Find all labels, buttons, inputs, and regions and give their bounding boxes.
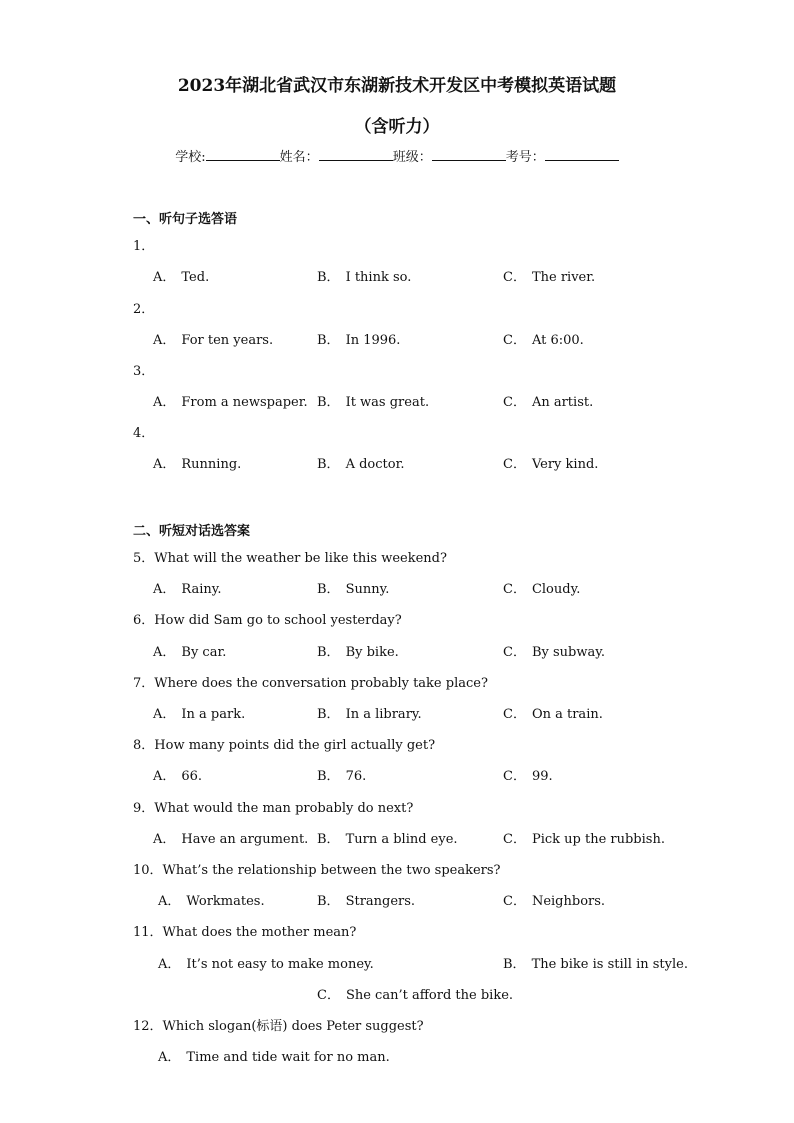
question-number: 11． bbox=[133, 925, 163, 940]
question-stem bbox=[133, 422, 154, 441]
question-text: How many points did the girl actually get? bbox=[154, 738, 436, 753]
option-c[interactable] bbox=[503, 266, 595, 285]
question-stem bbox=[133, 235, 154, 254]
school-blank[interactable] bbox=[206, 148, 280, 161]
question-number: 4． bbox=[133, 426, 155, 441]
option-text: 99. bbox=[531, 769, 553, 784]
option-text: Workmates. bbox=[186, 894, 265, 909]
option-c[interactable] bbox=[503, 641, 605, 660]
exam-title: 2023年湖北省武汉市东湖新技术开发区中考模拟英语试题 bbox=[177, 76, 617, 96]
option-text: On a train. bbox=[531, 707, 603, 722]
option-text: For ten years. bbox=[181, 333, 274, 348]
option-letter: C． bbox=[503, 270, 526, 285]
question-number: 9． bbox=[133, 801, 155, 816]
question-text: What does the mother mean? bbox=[162, 925, 357, 940]
option-c[interactable] bbox=[503, 828, 665, 847]
option-b[interactable] bbox=[317, 703, 422, 722]
name-label: 姓名： bbox=[279, 150, 319, 165]
option-text: Time and tide wait for no man. bbox=[186, 1050, 390, 1065]
question-text: How did Sam go to school yesterday? bbox=[154, 613, 402, 628]
option-letter: B． bbox=[317, 270, 340, 285]
option-b[interactable] bbox=[317, 453, 404, 472]
option-text: Running. bbox=[181, 457, 242, 472]
option-letter: A． bbox=[153, 457, 176, 472]
option-text: In a park. bbox=[181, 707, 246, 722]
option-text: Strangers. bbox=[345, 894, 416, 909]
option-letter: B． bbox=[317, 582, 340, 597]
option-text: 76. bbox=[345, 769, 367, 784]
option-text: A doctor. bbox=[345, 457, 405, 472]
option-letter: A． bbox=[158, 1050, 181, 1065]
number-label: 考号： bbox=[505, 150, 545, 165]
option-letter: B． bbox=[503, 957, 526, 972]
option-letter: A． bbox=[158, 957, 181, 972]
option-letter: B． bbox=[317, 894, 340, 909]
option-text: From a newspaper. bbox=[181, 395, 308, 410]
option-text: Have an argument. bbox=[181, 832, 309, 847]
option-b[interactable] bbox=[317, 765, 366, 784]
question-text: What will the weather be like this weekend? bbox=[154, 551, 447, 566]
option-text: Sunny. bbox=[345, 582, 390, 597]
option-a[interactable] bbox=[153, 329, 273, 348]
question-stem bbox=[133, 859, 501, 878]
option-text: Pick up the rubbish. bbox=[531, 832, 665, 847]
option-text: By bike. bbox=[345, 645, 399, 660]
option-c[interactable] bbox=[503, 329, 584, 348]
option-letter: C． bbox=[317, 988, 340, 1003]
option-a[interactable] bbox=[153, 266, 209, 285]
option-letter: C． bbox=[503, 707, 526, 722]
option-b[interactable] bbox=[317, 641, 399, 660]
option-letter: C． bbox=[503, 769, 526, 784]
option-a[interactable] bbox=[153, 703, 245, 722]
option-a[interactable] bbox=[153, 453, 241, 472]
option-text: She can’t afford the bike. bbox=[345, 988, 514, 1003]
option-letter: B． bbox=[317, 395, 340, 410]
question-text: Where does the conversation probably take place? bbox=[154, 676, 488, 691]
option-b[interactable] bbox=[317, 828, 458, 847]
question-number: 7． bbox=[133, 676, 155, 691]
exam-subtitle: （含听力） bbox=[354, 117, 440, 137]
option-text: 66. bbox=[181, 769, 203, 784]
question-number: 6． bbox=[133, 613, 155, 628]
option-text: At 6:00. bbox=[531, 333, 584, 348]
option-c[interactable] bbox=[503, 765, 553, 784]
question-stem bbox=[133, 298, 154, 317]
name-blank[interactable] bbox=[319, 148, 393, 161]
option-text: Very kind. bbox=[531, 457, 599, 472]
question-text: What’s the relationship between the two speakers? bbox=[162, 863, 501, 878]
option-letter: A． bbox=[158, 894, 181, 909]
option-text: Cloudy. bbox=[531, 582, 581, 597]
option-letter: A． bbox=[153, 769, 176, 784]
option-text: By subway. bbox=[531, 645, 605, 660]
section-heading: 一、听句子选答语 bbox=[133, 212, 238, 227]
question-number: 1． bbox=[133, 239, 155, 254]
option-letter: A． bbox=[153, 707, 176, 722]
school-label: 学校: bbox=[175, 150, 206, 165]
number-blank[interactable] bbox=[545, 148, 619, 161]
option-letter: C． bbox=[503, 645, 526, 660]
option-text: Turn a blind eye. bbox=[345, 832, 458, 847]
option-text: In a library. bbox=[345, 707, 422, 722]
option-letter: A． bbox=[153, 582, 176, 597]
option-text: The river. bbox=[531, 270, 596, 285]
option-text: Neighbors. bbox=[531, 894, 606, 909]
option-letter: C． bbox=[503, 894, 526, 909]
question-number: 3． bbox=[133, 364, 155, 379]
option-a[interactable] bbox=[153, 765, 202, 784]
option-c[interactable] bbox=[503, 890, 605, 909]
section-heading: 二、听短对话选答案 bbox=[133, 524, 251, 539]
question-number: 5． bbox=[133, 551, 155, 566]
question-text: What would the man probably do next? bbox=[154, 801, 414, 816]
option-text: I think so. bbox=[345, 270, 412, 285]
option-a[interactable] bbox=[158, 890, 265, 909]
option-letter: A． bbox=[153, 395, 176, 410]
option-letter: B． bbox=[317, 769, 340, 784]
question-stem bbox=[133, 1015, 424, 1034]
option-text: The bike is still in style. bbox=[531, 957, 688, 972]
option-letter: B． bbox=[317, 457, 340, 472]
question-number: 2． bbox=[133, 302, 155, 317]
option-c[interactable] bbox=[317, 984, 513, 1003]
option-letter: B． bbox=[317, 645, 340, 660]
question-text: Which slogan(标语) does Peter suggest? bbox=[162, 1019, 424, 1034]
option-a[interactable] bbox=[153, 391, 308, 410]
option-letter: A． bbox=[153, 333, 176, 348]
option-letter: A． bbox=[153, 645, 176, 660]
option-text: It was great. bbox=[345, 395, 430, 410]
question-stem bbox=[133, 609, 402, 628]
option-a[interactable] bbox=[153, 578, 222, 597]
option-b[interactable] bbox=[317, 329, 400, 348]
class-blank[interactable] bbox=[432, 148, 506, 161]
option-c[interactable] bbox=[503, 453, 598, 472]
option-letter: C． bbox=[503, 832, 526, 847]
question-stem bbox=[133, 734, 435, 753]
option-letter: A． bbox=[153, 832, 176, 847]
option-letter: B． bbox=[317, 707, 340, 722]
question-number: 10． bbox=[133, 863, 163, 878]
option-b[interactable] bbox=[317, 266, 411, 285]
option-letter: C． bbox=[503, 333, 526, 348]
question-number: 12． bbox=[133, 1019, 163, 1034]
student-info-line bbox=[0, 146, 794, 165]
option-b[interactable] bbox=[503, 953, 688, 972]
option-letter: C． bbox=[503, 457, 526, 472]
option-b[interactable] bbox=[317, 890, 415, 909]
question-stem bbox=[133, 547, 447, 566]
option-c[interactable] bbox=[503, 578, 580, 597]
option-a[interactable] bbox=[158, 953, 374, 972]
option-letter: C． bbox=[503, 582, 526, 597]
option-a[interactable] bbox=[158, 1046, 390, 1065]
option-letter: C． bbox=[503, 395, 526, 410]
question-stem bbox=[133, 672, 488, 691]
option-letter: A． bbox=[153, 270, 176, 285]
option-text: By car. bbox=[181, 645, 227, 660]
option-letter: B． bbox=[317, 333, 340, 348]
option-a[interactable] bbox=[153, 641, 226, 660]
option-text: Rainy. bbox=[181, 582, 222, 597]
option-text: It’s not easy to make money. bbox=[186, 957, 374, 972]
question-stem bbox=[133, 797, 413, 816]
option-a[interactable] bbox=[153, 828, 308, 847]
option-text: An artist. bbox=[531, 395, 594, 410]
question-stem bbox=[133, 921, 356, 940]
option-c[interactable] bbox=[503, 703, 603, 722]
option-b[interactable] bbox=[317, 578, 389, 597]
question-stem bbox=[133, 360, 154, 379]
class-label: 班级： bbox=[392, 150, 432, 165]
option-text: Ted. bbox=[181, 270, 210, 285]
option-text: In 1996. bbox=[345, 333, 401, 348]
question-number: 8． bbox=[133, 738, 155, 753]
option-b[interactable] bbox=[317, 391, 429, 410]
option-letter: B． bbox=[317, 832, 340, 847]
option-c[interactable] bbox=[503, 391, 593, 410]
